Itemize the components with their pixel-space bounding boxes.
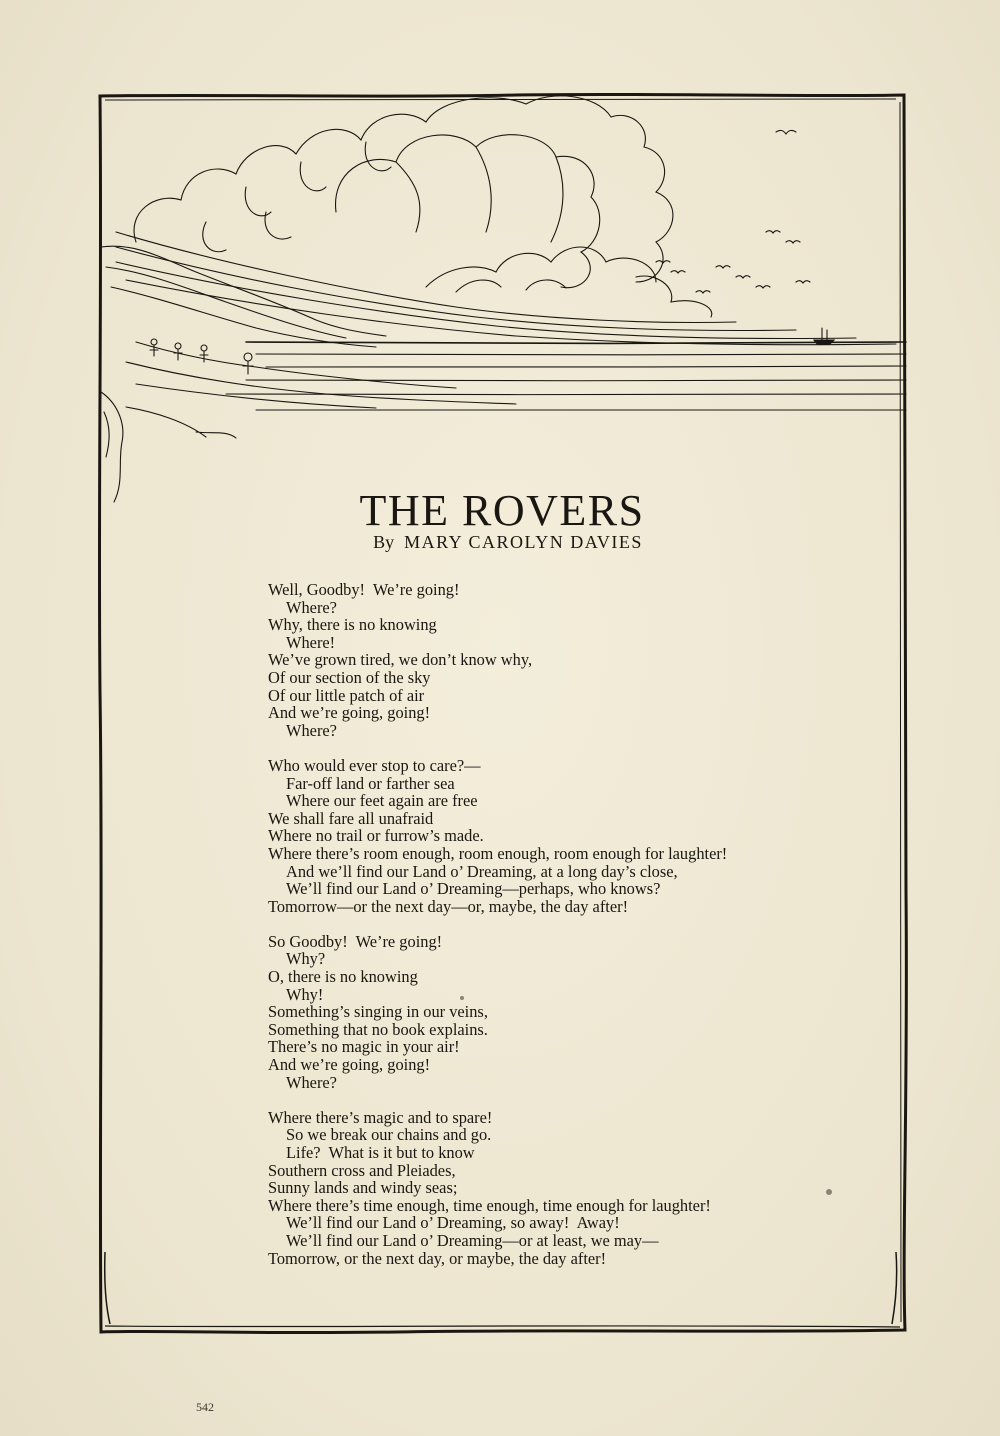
poem-line: And we’ll find our Land o’ Dreaming, at a long day’s close,: [286, 861, 678, 881]
print-speck: [460, 996, 464, 1000]
seascape-illustration: [96, 92, 910, 512]
poem-line: Where?: [286, 597, 337, 617]
poem-line: So Goodby! We’re going!: [268, 931, 443, 951]
poem-line: We’ll find our Land o’ Dreaming—perhaps, who knows?: [286, 879, 661, 899]
poem-line: Where there’s time enough, time enough, time enough for laughter!: [268, 1195, 711, 1215]
poem-line: Where there’s room enough, room enough, room enough for laughter!: [268, 843, 728, 863]
poem-line: We’ll find our Land o’ Dreaming—or at least, we may—: [286, 1230, 659, 1250]
author-name: MARY CAROLYN DAVIES: [404, 532, 643, 552]
poem-line: Southern cross and Pleiades,: [268, 1160, 456, 1180]
poem-line: Where?: [286, 720, 337, 740]
poem-line: Life? What is it but to know: [286, 1143, 475, 1162]
print-speck: [826, 1189, 832, 1195]
poem-stanza: [268, 757, 828, 915]
poem-line: Where no trail or furrow’s made.: [268, 826, 484, 846]
poem-line: Who would ever stop to care?—: [268, 755, 481, 775]
poem-line: We’ll find our Land o’ Dreaming, so away! Away!: [286, 1213, 620, 1233]
poem-line: Far-off land or farther sea: [286, 773, 455, 793]
byline: [8, 532, 1000, 553]
poem-body: [268, 581, 828, 1285]
poem-line: Something’s singing in our veins,: [268, 1002, 488, 1022]
poem-line: There’s no magic in your air!: [268, 1037, 460, 1057]
poem-line: Where our feet again are free: [286, 791, 478, 811]
poem-stanza: [268, 581, 828, 739]
byline-by: By: [373, 532, 395, 552]
poem-line: Why, there is no knowing: [268, 615, 437, 635]
poem-line: Where?: [286, 1072, 337, 1092]
poem-line: Well, Goodby! We’re going!: [268, 580, 460, 599]
poem-line: Tomorrow, or the next day, or maybe, the day after!: [268, 1248, 607, 1268]
poem-line: Where!: [286, 632, 336, 652]
poem-line: We’ve grown tired, we don’t know why,: [268, 650, 533, 670]
poem-stanza: [268, 1109, 828, 1267]
poem-line: O, there is no knowing: [268, 967, 418, 987]
page-number: 542: [196, 1400, 214, 1414]
poem-line: Of our little patch of air: [268, 685, 425, 705]
poem-line: Tomorrow—or the next day—or, maybe, the day after!: [268, 896, 629, 916]
poem-line: And we’re going, going!: [268, 1055, 431, 1075]
poem-line: So we break our chains and go.: [286, 1125, 492, 1145]
poem-line: Where there’s magic and to spare!: [268, 1107, 493, 1127]
poem-line: Why?: [286, 949, 326, 969]
poem-line: Something that no book explains.: [268, 1019, 488, 1039]
poem-stanza: [268, 933, 828, 1091]
poem-line: Of our section of the sky: [268, 667, 431, 687]
poem-line: Why!: [286, 984, 324, 1004]
poem-line: Sunny lands and windy seas;: [268, 1178, 458, 1198]
poem-title: THE ROVERS: [359, 486, 645, 536]
poem-line: We shall fare all unafraid: [268, 808, 434, 828]
poem-line: And we’re going, going!: [268, 703, 431, 723]
